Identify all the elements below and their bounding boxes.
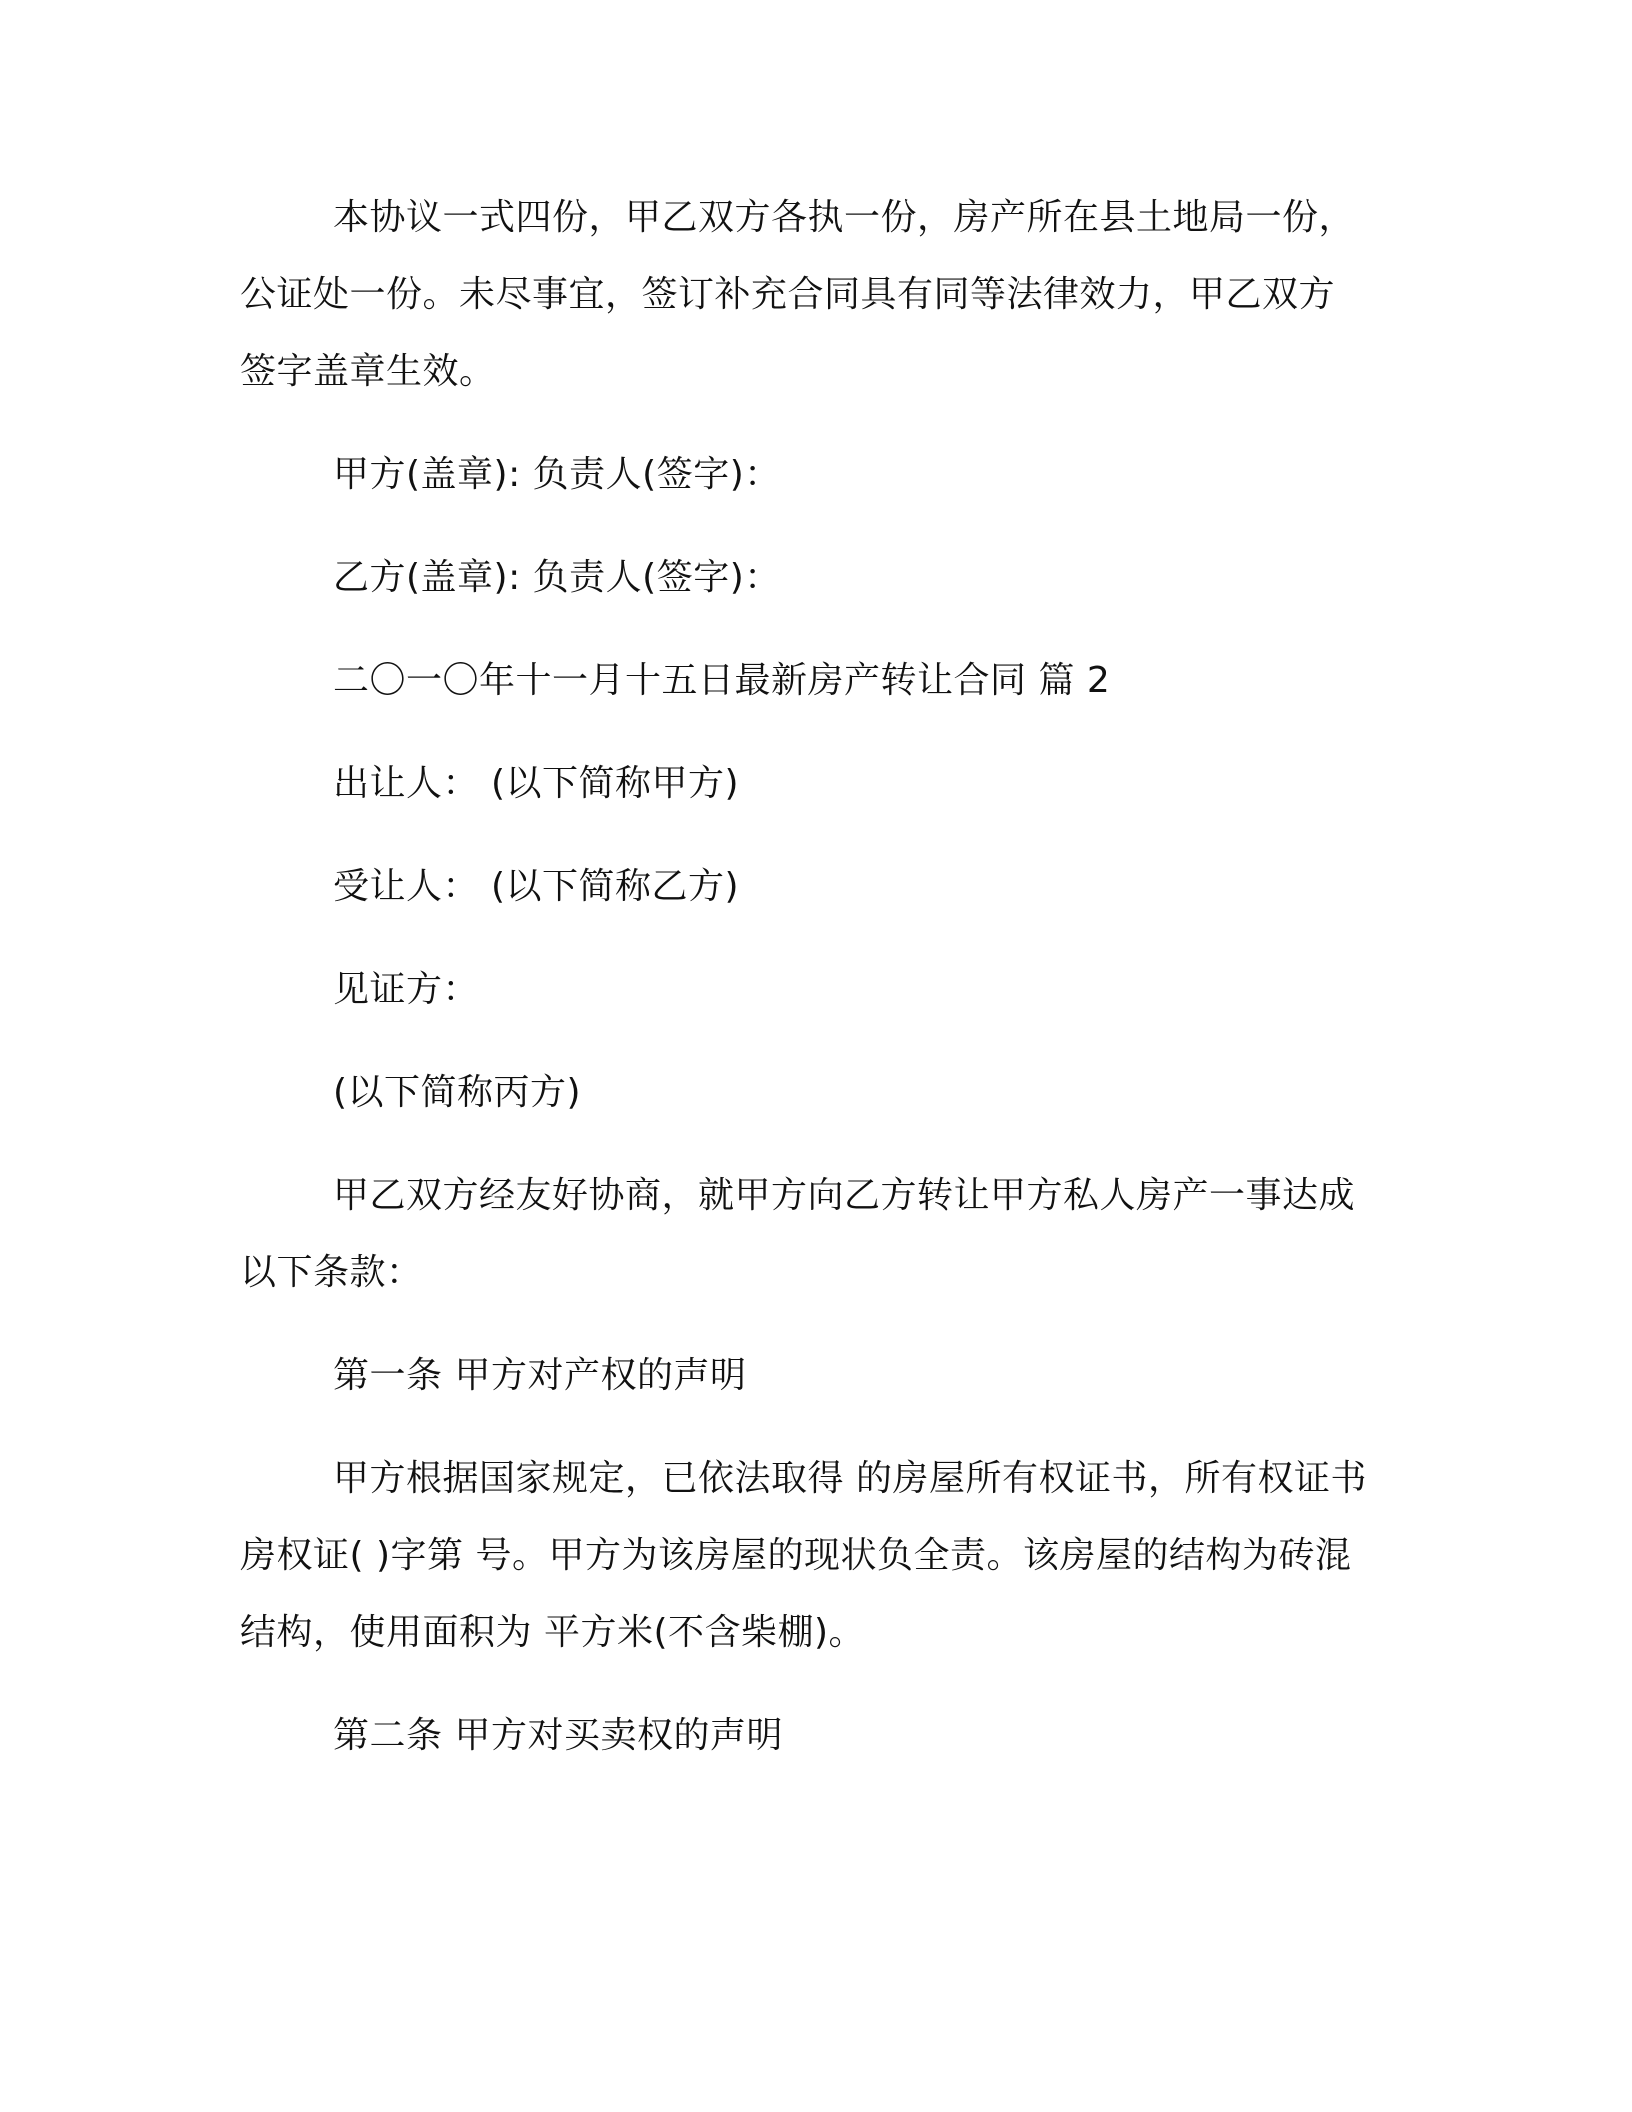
article-1-body-line-1: 甲方根据国家规定，已依法取得 的房屋所有权证书，所有权证书	[333, 1458, 1367, 1499]
article-1-body-line-3: 结构，使用面积为 平方米(不含柴棚)。	[240, 1612, 866, 1653]
party-a-signature-line: 甲方(盖章): 负责人(签字)：	[333, 454, 781, 495]
article-2-title: 第二条 甲方对买卖权的声明	[333, 1715, 783, 1756]
party-b-signature-line: 乙方(盖章): 负责人(签字)：	[333, 557, 781, 598]
paragraph-1-line-3: 签字盖章生效。	[240, 351, 496, 392]
paragraph-1-line-1: 本协议一式四份，甲乙双方各执一份，房产所在县土地局一份，	[333, 197, 1356, 238]
date-heading: 二〇一〇年十一月十五日最新房产转让合同 篇 2	[333, 660, 1111, 701]
transferor-line: 出让人： (以下简称甲方)	[333, 763, 740, 804]
witness-note-line: (以下简称丙方)	[333, 1072, 582, 1113]
intro-line-1: 甲乙双方经友好协商，就甲方向乙方转让甲方私人房产一事达成	[333, 1175, 1356, 1216]
transferee-line: 受让人： (以下简称乙方)	[333, 866, 740, 907]
article-1-body-line-2: 房权证( )字第 号。甲方为该房屋的现状负全责。该房屋的结构为砖混	[240, 1535, 1352, 1576]
intro-line-2: 以下条款：	[240, 1252, 423, 1293]
article-1-title: 第一条 甲方对产权的声明	[333, 1355, 747, 1396]
paragraph-1-line-2: 公证处一份。未尽事宜，签订补充合同具有同等法律效力，甲乙双方	[240, 274, 1336, 315]
witness-line: 见证方：	[333, 969, 480, 1010]
